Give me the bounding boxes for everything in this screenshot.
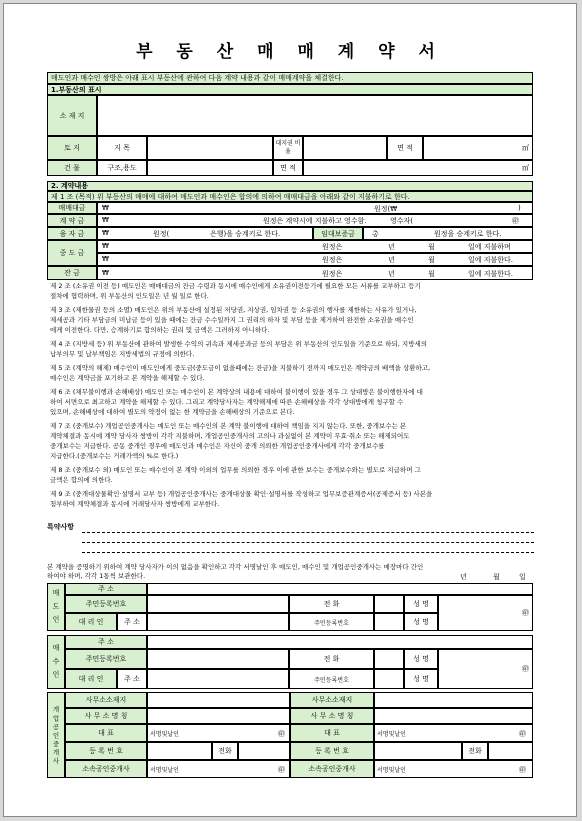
middle-2-day: 일에 지불한다. <box>468 256 514 264</box>
broker2-reg-field[interactable] <box>374 742 462 760</box>
broker2-rep-field[interactable] <box>374 724 533 742</box>
sale-price-won: ₩ <box>102 204 109 212</box>
article-2-line-1: 제 2 조 (소유권 이전 등) 매도인은 매매대금의 잔금 수령과 동시에 매수인에게 소유권이전등기에 필요한 모든 서류를 교부하고 등기 <box>50 282 421 290</box>
broker1-phone-field[interactable] <box>238 742 290 760</box>
article-9-line-2: 첨부하여 계약체결과 동시에 거래당사자 쌍방에게 교부한다. <box>50 500 220 508</box>
page-title: 부 동 산 매 매 계 약 서 <box>136 42 444 62</box>
land-label: 토 지 <box>47 136 97 160</box>
article-3-line-1: 제 3 조 (제한물권 등의 소멸) 매도인은 위의 부동산에 설정된 저당권, 지상권, 임차권 등 소유권의 행사를 제한하는 사유가 있거나, <box>50 306 417 314</box>
broker1-office-address-field[interactable] <box>147 692 290 708</box>
seller-rrn-label: 주민등록번호 <box>65 595 147 613</box>
broker1-rep-sign-label: 서명및날인 <box>150 731 179 738</box>
lease-deposit-field[interactable] <box>363 227 533 240</box>
deposit-receipt: 영수자( <box>390 217 414 225</box>
broker1-reg-label: 등 록 번 호 <box>65 742 147 760</box>
broker2-agent-label: 소속공인중개사 <box>290 760 374 778</box>
intro-text: 매도인과 매수인 쌍방은 아래 표시 부동산에 관하여 다음 계약 내용과 같이 매매계약을 체결한다. <box>47 72 533 84</box>
deposit-field[interactable] <box>97 214 533 227</box>
seller-agent-address-field[interactable] <box>147 613 289 631</box>
buyer-phone-label: 전 화 <box>289 649 374 669</box>
section-contract-heading: 2. 계약내용 <box>47 181 533 191</box>
broker2-reg-label: 등 록 번 호 <box>290 742 374 760</box>
buyer-address-field[interactable] <box>147 635 533 649</box>
broker2-rep-seal: ㊞ <box>519 730 526 738</box>
middle-label: 중 도 금 <box>47 240 97 266</box>
middle-2-month: 월 <box>428 256 435 264</box>
middle-2-won-label: 원정은 <box>322 256 343 264</box>
buyer-rrn-field[interactable] <box>147 649 289 669</box>
sale-price-close: ) <box>518 204 521 212</box>
sale-price-field[interactable] <box>97 202 533 214</box>
middle-1-field[interactable] <box>97 240 533 253</box>
broker1-rep-field[interactable] <box>147 724 290 742</box>
buyer-seal[interactable]: ㊞ <box>438 649 533 689</box>
seller-agent-rrn-label: 주민등록번호 <box>289 613 374 631</box>
buyer-rrn-label: 주민등록번호 <box>65 649 147 669</box>
broker2-agent-seal: ㊞ <box>519 766 526 774</box>
broker2-office-name-field[interactable] <box>374 708 533 724</box>
middle-1-year: 년 <box>388 243 395 251</box>
seller-label: 매 도 인 <box>47 583 65 631</box>
deposit-label: 계 약 금 <box>47 214 97 227</box>
land-area-unit: ㎡ <box>423 136 533 160</box>
article-6-line-2: 하여 서면으로 최고하고 계약을 해제할 수 있다. 그리고 계약당사자는 계약해제에 따른 손해배상을 각각 상대방에게 청구할 수 <box>50 398 404 406</box>
broker2-rep-sign-label: 서명및날인 <box>377 731 406 738</box>
loan-won: ₩ <box>102 229 109 237</box>
building-label: 건 물 <box>47 160 97 176</box>
loan-label: 융 자 금 <box>47 227 97 240</box>
broker1-agent-sign-label: 서명및날인 <box>150 767 179 774</box>
article-4-line-2: 납부의무 및 납부책임은 지방세법의 규정에 의한다. <box>50 350 195 358</box>
seller-address-label: 주 소 <box>65 583 147 595</box>
buyer-agent-address-label: 주 소 <box>117 669 147 689</box>
location-field[interactable] <box>97 95 533 136</box>
article-2-line-2: 절차에 협력하며, 위 부동산의 인도일은 년 월 일로 한다. <box>50 292 209 300</box>
broker-label: 개 업 공 인 중 개 사 <box>47 692 65 778</box>
broker1-office-name-label: 사 무 소 명 칭 <box>65 708 147 724</box>
building-area-label: 면 적 <box>273 160 303 176</box>
sale-price-currency: 원정(₩ <box>374 205 398 213</box>
middle-2-year: 년 <box>388 256 395 264</box>
balance-field[interactable] <box>97 266 533 280</box>
land-area-label: 면 적 <box>387 136 423 160</box>
article-5-line-2: 매수인은 계약금을 포기하고 본 계약을 해제할 수 있다. <box>50 374 205 382</box>
broker2-office-address-label: 사무소소재지 <box>290 692 374 708</box>
seller-agent-rrn-field[interactable] <box>374 613 404 631</box>
structure-label: 구조,용도 <box>97 160 147 176</box>
article-9-line-1: 제 9 조 (중개대상물확인·설명서 교부 등) 개업공인중개사는 중개대상물 확인·설명서를 작성하고 업무보증관계증서(공제증서 등) 사본을 <box>50 490 433 498</box>
article-7-line-2: 계약체결과 동시에 계약 당사자 쌍방이 각각 지불하며, 개업공인중개사의 고의나 과실없이 본 계약이 무효·취소 또는 해제되어도 <box>50 432 410 440</box>
buyer-name-label: 성 명 <box>404 649 438 669</box>
broker2-phone-field[interactable] <box>488 742 533 760</box>
land-ratio-field[interactable] <box>303 136 387 160</box>
loan-text: 원정( <box>153 230 170 238</box>
location-label: 소 재 지 <box>47 95 97 136</box>
seller-phone-field[interactable] <box>374 595 404 613</box>
lease-total: 총 <box>372 230 379 238</box>
middle-2-field[interactable] <box>97 253 533 266</box>
buyer-agent-address-field[interactable] <box>147 669 289 689</box>
balance-won-label: 원정은 <box>322 270 343 278</box>
date-month: 월 <box>493 573 500 581</box>
lease-deposit-label: 임대보증금 <box>313 227 363 240</box>
seller-seal[interactable]: ㊞ <box>438 595 533 631</box>
sale-price-label: 매매대금 <box>47 202 97 214</box>
broker1-phone-label: 전화 <box>212 742 238 760</box>
broker2-office-name-label: 사 무 소 명 칭 <box>290 708 374 724</box>
middle-2-won: ₩ <box>102 255 109 263</box>
article-6-line-1: 제 6 조 (채무불이행과 손해배상) 매도인 또는 매수인이 본 계약상의 내용에 대하여 불이행이 있을 경우 그 상대방은 불이행한자에 대 <box>50 388 423 396</box>
balance-won: ₩ <box>102 269 109 277</box>
seller-rrn-field[interactable] <box>147 595 289 613</box>
broker2-agent-sign-label: 서명및날인 <box>377 767 406 774</box>
broker1-office-address-label: 사무소소재지 <box>65 692 147 708</box>
deposit-won: ₩ <box>102 216 109 224</box>
buyer-agent-label: 대 리 인 <box>65 669 117 689</box>
balance-year: 년 <box>388 270 395 278</box>
seller-phone-label: 전 화 <box>289 595 374 613</box>
closing-line-2: 하여야 하며, 각각 1통씩 보관한다. <box>47 572 146 580</box>
seller-address-field[interactable] <box>147 583 533 595</box>
article-5-line-1: 제 5 조 (계약의 해제) 매수인이 매도인에게 중도금(중도금이 없을때에는 잔금)을 지불하기 전까지 매도인은 계약금의 배액을 상환하고, <box>50 364 431 372</box>
section-property-heading: 1.부동산의 표시 <box>47 84 533 95</box>
contract-page <box>3 3 577 817</box>
middle-1-won: ₩ <box>102 242 109 250</box>
article-4-line-1: 제 4 조 (지방세 등) 위 부동산에 관하여 발생한 수익의 귀속과 제세공과금 등의 부담은 위 부동산의 인도일을 기준으로 하되, 지방세의 <box>50 340 428 348</box>
article-7-line-3: 중개보수는 지급한다. 공동 중개인 경우에 매도인과 매수인은 자신이 중개 의뢰한 개업공인중개사에게 각각 중개보수를 <box>50 442 385 450</box>
broker1-agent-field[interactable] <box>147 760 290 778</box>
balance-month: 월 <box>428 270 435 278</box>
middle-1-day: 일에 지불하며 <box>468 243 511 251</box>
buyer-agent-rrn-field[interactable] <box>374 669 404 689</box>
middle-1-month: 월 <box>428 243 435 251</box>
seller-agent-address-label: 주 소 <box>117 613 147 631</box>
buyer-label: 매 수 인 <box>47 635 65 689</box>
special-terms-line-2[interactable] <box>82 542 534 543</box>
loan-bank-text: 은행)을 승계키로 한다. <box>210 230 281 238</box>
balance-day: 일에 지불한다. <box>468 270 514 278</box>
buyer-agent-name-label: 성 명 <box>404 669 438 689</box>
broker1-reg-field[interactable] <box>147 742 212 760</box>
structure-field[interactable] <box>147 160 273 176</box>
article-7-line-1: 제 7 조 (중개보수) 개업공인중개사는 매도인 또는 매수인의 본 계약 불이행에 대하여 책임을 지지 않는다. 또한, 중개보수는 본 <box>50 422 407 430</box>
special-terms-line-1[interactable] <box>82 532 534 533</box>
article-1: 제 1 조 (목적) 위 부동산의 매매에 대하여 매도인과 매수인은 합의에 의하여 매매대금을 아래와 같이 지불하기로 한다. <box>47 191 533 202</box>
broker2-office-address-field[interactable] <box>374 692 533 708</box>
special-terms-label: 특약사항 <box>47 523 75 531</box>
article-3-line-2: 제세공과 기타 부담금의 미납금 등이 있을 때에는 잔금 수수일까지 그 권리의 하자 및 부담 등을 제거하여 완전한 소유권을 매수인 <box>50 316 414 324</box>
date-day: 일 <box>519 573 526 581</box>
balance-label: 잔 금 <box>47 266 97 280</box>
seller-agent-label: 대 리 인 <box>65 613 117 631</box>
buyer-address-label: 주 소 <box>65 635 147 649</box>
jimok-field[interactable] <box>147 136 273 160</box>
lease-text: 원정을 승계키로 한다. <box>434 230 502 238</box>
article-8-line-1: 제 8 조 (중개보수 외) 매도인 또는 매수인이 본 계약 이외의 업무를 의뢰한 경우 이에 관한 보수는 중개보수와는 별도로 지급하며 그 <box>50 466 421 474</box>
article-7-line-4: 지급한다.(중개보수는 거래가액의 %로 한다.) <box>50 452 179 460</box>
buyer-phone-field[interactable] <box>374 649 404 669</box>
broker1-agent-seal: ㊞ <box>278 766 285 774</box>
broker1-agent-label: 소속공인중개사 <box>65 760 147 778</box>
article-3-line-3: 에게 이전한다. 다만, 승계하기로 합의하는 권리 및 금액은 그러하지 아니하다. <box>50 326 270 334</box>
building-area-unit: ㎡ <box>303 160 533 176</box>
buyer-agent-rrn-label: 주민등록번호 <box>289 669 374 689</box>
seller-agent-name-label: 성 명 <box>404 613 438 631</box>
broker1-rep-seal: ㊞ <box>278 730 285 738</box>
broker2-agent-field[interactable] <box>374 760 533 778</box>
land-ratio-label: 대지권 비율 <box>273 136 303 160</box>
deposit-seal: ㊞ <box>512 217 519 225</box>
broker2-phone-label: 전화 <box>462 742 488 760</box>
deposit-text: 원정은 계약시에 지불하고 영수함. <box>263 217 367 225</box>
loan-field[interactable] <box>97 227 313 240</box>
date-year: 년 <box>460 573 467 581</box>
broker1-rep-label: 대 표 <box>65 724 147 742</box>
special-terms-line-3[interactable] <box>82 552 534 553</box>
jimok-label: 지 목 <box>97 136 147 160</box>
closing-line-1: 본 계약을 증명하기 위하여 계약 당사자가 이의 없음을 확인하고 각각 서명날인 후 매도인, 매수인 및 개업공인중개사는 매장마다 간인 <box>47 563 424 571</box>
seller-name-label: 성 명 <box>404 595 438 613</box>
article-8-line-2: 금액은 합의에 의한다. <box>50 476 113 484</box>
middle-1-won-label: 원정은 <box>322 243 343 251</box>
broker2-rep-label: 대 표 <box>290 724 374 742</box>
broker1-office-name-field[interactable] <box>147 708 290 724</box>
article-6-line-3: 있으며, 손해배상에 대하여 별도의 약정이 없는 한 계약금을 손해배상의 기준으로 본다. <box>50 408 295 416</box>
